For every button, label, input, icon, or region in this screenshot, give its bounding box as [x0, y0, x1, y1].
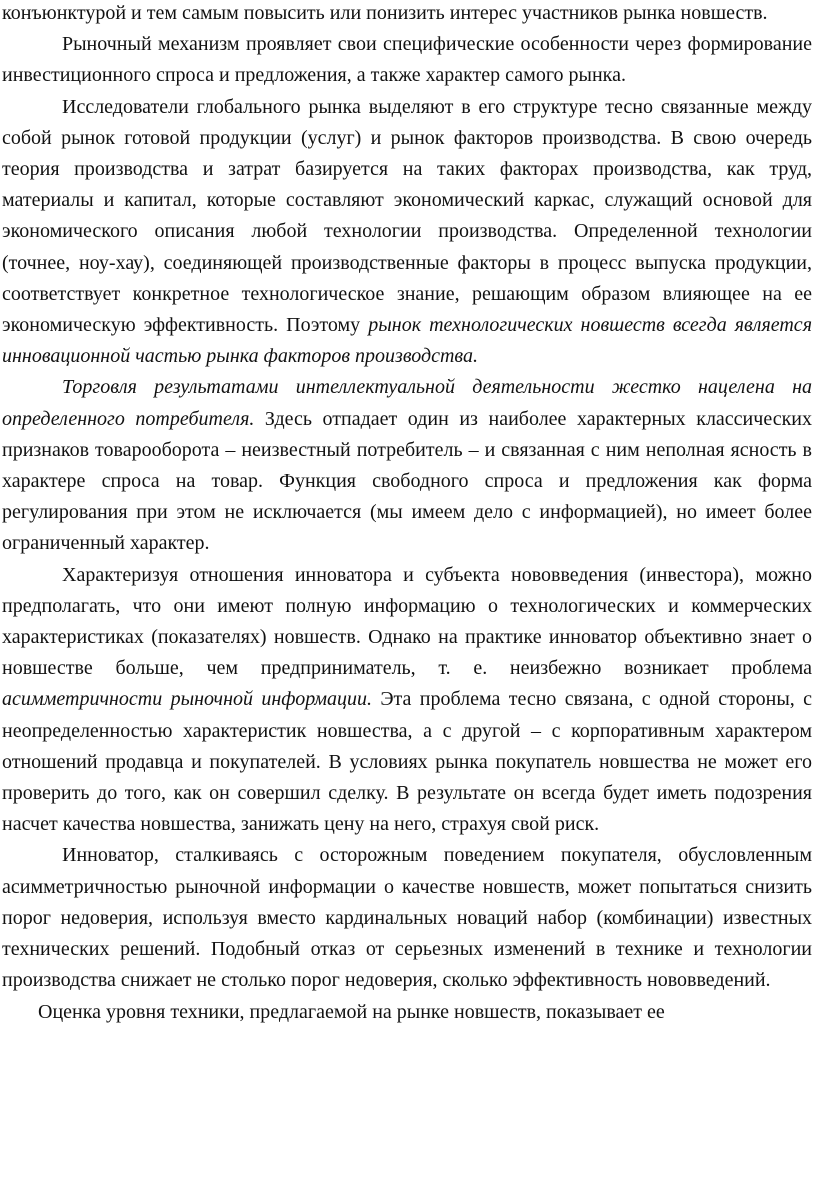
paragraph-6: [2, 840, 812, 996]
text-segment: Эта проблема тесно связана, с одной стороны, с неопределенностью характеристик новшества, а с другой – с корпоративным характером отношений продавца и покупателей. В условиях рынка покупатель новшества не может его проверить до того, как он совершил сделку. В результате он всегда будет иметь подозрения насчет качества новшества, занижать цену на него, страхуя свой риск.: [2, 688, 813, 836]
italic-emphasis: асимметричности рыночной информации.: [2, 688, 372, 711]
text-segment: Рыночный механизм проявляет свои специфические особенности через формирование инвестиционного спроса и предложения, а также характер самого рынка.: [2, 33, 812, 87]
paragraph-2: [2, 29, 812, 91]
italic-emphasis: Торговля результатами интеллектуальной деятельности жестко нацелена на определенного потребителя.: [2, 376, 812, 430]
italic-emphasis: рынок технологических новшеств всегда является инновационной частью рынка факторов производства.: [2, 314, 812, 368]
text-segment: Исследователи глобального рынка выделяют в его структуре тесно связанные между собой рынок готовой продукции (услуг) и рынок факторов производства. В свою очередь теория производства и затрат базируется на таких факторах производства, как труд, материалы и капитал, которые составляют экономический каркас, служащий основой для экономического описания любой технологии производства. Определенной технологии (точнее, ноу-хау), соединяющей производственные факторы в процесс выпуска продукции, соответствует конкретное технологическое знание, решающим образом влияющее на ее экономическую эффективность. Поэтому: [2, 95, 812, 337]
paragraph-3: [2, 92, 812, 373]
paragraph-7: [2, 997, 812, 1028]
paragraph-1: [2, 0, 812, 29]
document-body: [2, 0, 812, 1028]
text-segment: конъюнктурой и тем самым повысить или понизить интерес участников рынка новшеств.: [2, 2, 768, 24]
paragraph-4: [2, 372, 812, 559]
text-segment: Инноватор, сталкиваясь с осторожным поведением покупателя, обусловленным асимметричностью рыночной информации о качестве новшеств, может попытаться снизить порог недоверия, используя вместо кардинальных новаций набор (комбинации) известных технических решений. Подобный отказ от серьезных изменений в технике и технологии производства снижает не столько порог недоверия, сколько эффективность нововведений.: [2, 844, 812, 992]
text-segment: Характеризуя отношения инноватора и субъекта нововведения (инвестора), можно предполагать, что они имеют полную информацию о технологических и коммерческих характеристиках (показателях) новшеств. Однако на практике инноватор объективно знает о новшестве больше, чем предприниматель, т. е. неизбежно возникает проблема: [2, 563, 812, 680]
text-segment: Оценка уровня техники, предлагаемой на рынке новшеств, показывает ее: [38, 1000, 665, 1023]
paragraph-5: [2, 560, 812, 841]
text-segment: Здесь отпадает один из наиболее характерных классических признаков товарооборота – неизвестный потребитель – и связанная с ним неполная ясность в характере спроса на товар. Функция свободного спроса и предложения как форма регулирования при этом не исключается (мы имеем дело с информацией), но имеет более ограниченный характер.: [2, 407, 812, 555]
